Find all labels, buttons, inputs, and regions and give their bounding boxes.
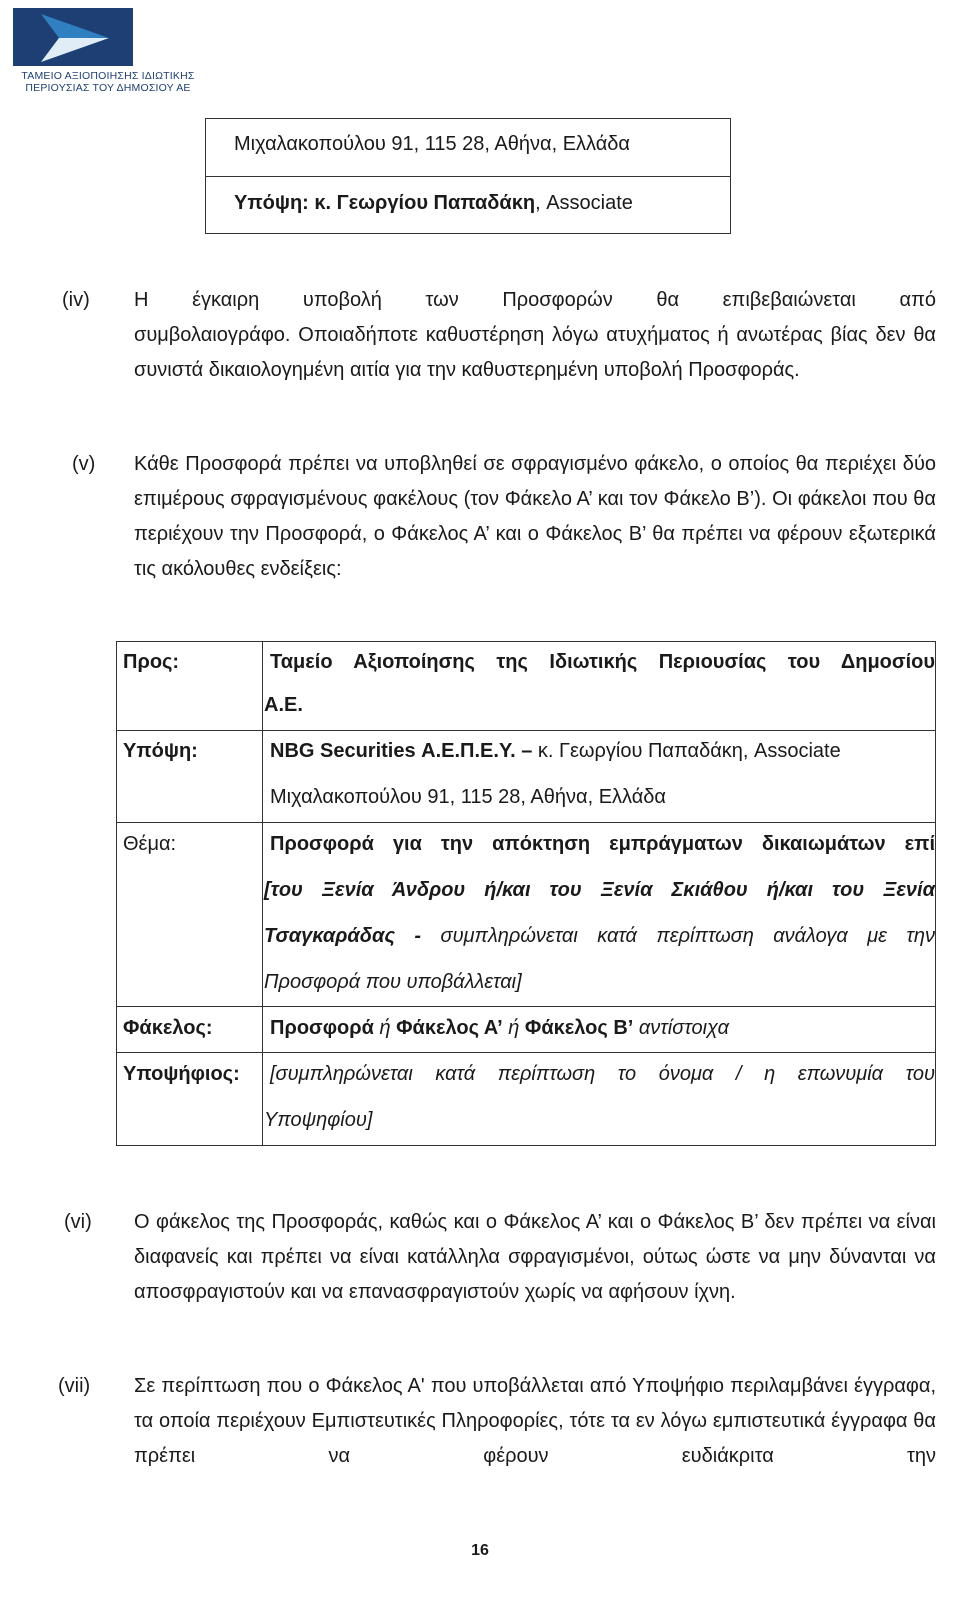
page-number: 16	[471, 1542, 489, 1559]
item-number-vi: (vi)	[64, 1211, 92, 1233]
label-candidate: Υποψήφιος:	[123, 1063, 240, 1085]
item-number-v: (v)	[72, 453, 96, 475]
envelope-or: ή	[373, 1017, 397, 1039]
envelope-b: Φάκελος Β’	[524, 1017, 634, 1039]
item-iv-first-line: Η έγκαιρη υποβολή των Προσφορών θα επιβεβαιώνεται από	[134, 289, 936, 311]
value-subject-line1: Προσφορά για την απόκτηση εμπράγματων δικαιωμάτων επί	[270, 833, 935, 855]
item-v-text: Κάθε Προσφορά πρέπει να υποβληθεί σε σφραγισμένο φάκελο, ο οποίος θα περιέχει δύο επιμέρους σφραγισμένους φακέλους (τον Φάκελο Α’ και τον Φάκελο Β’). Οι φάκελοι που θα περιέχουν την Προσφορά, ο Φάκελος Α’ και ο Φάκελος Β’ θα πρέπει να φέρουν εξωτερικά τις ακόλουθες ενδείξεις:	[134, 453, 936, 580]
item-number-vii: (vii)	[58, 1375, 91, 1397]
logo-text-line2: ΠΕΡΙΟΥΣΙΑΣ ΤΟΥ ΔΗΜΟΣΙΟΥ ΑΕ	[25, 82, 191, 94]
value-candidate-line1: [συμπληρώνεται κατά περίπτωση το όνομα / η επωνυμία του	[270, 1063, 935, 1085]
value-subject-line3	[264, 913, 935, 959]
attention-role: , Associate	[535, 192, 633, 214]
label-to: Προς:	[123, 651, 180, 673]
envelope-a: Φάκελος Α’	[396, 1017, 503, 1039]
envelope-respectively: αντίστοιχα	[633, 1017, 730, 1039]
label-envelope: Φάκελος:	[123, 1017, 213, 1039]
logo-text-line1: ΤΑΜΕΙΟ ΑΞΙΟΠΟΙΗΣΗΣ ΙΔΙΩΤΙΚΗΣ	[21, 70, 195, 82]
divider	[206, 176, 730, 177]
address-box-address: Μιχαλακοπούλου 91, 115 28, Αθήνα, Ελλάδα	[234, 133, 630, 155]
value-subject-line4: Προσφορά που υποβάλλεται]	[264, 971, 522, 993]
item-vii-text: Σε περίπτωση που ο Φάκελος Α' που υποβάλλεται από Υποψήφιο περιλαμβάνει έγγραφα, τα οποία περιέχουν Εμπιστευτικές Πληροφορίες, τότε τα εν λόγω εμπιστευτικά έγγραφα θα πρέπει να φέρουν ευδιάκριτα την	[134, 1375, 936, 1467]
table-column-divider	[262, 642, 263, 1145]
label-subject: Θέμα:	[123, 833, 177, 855]
attention-name: Υπόψη: κ. Γεωργίου Παπαδάκη	[234, 192, 536, 214]
value-attention-address: Μιχαλακοπούλου 91, 115 28, Αθήνα, Ελλάδα	[270, 786, 666, 808]
logo-mark	[13, 8, 133, 66]
attention-firm: NBG Securities Α.Ε.Π.Ε.Υ. –	[270, 740, 538, 762]
value-subject-line2: [του Ξενία Άνδρου ή/και του Ξενία Σκιάθου ή/και του Ξενία	[264, 879, 935, 901]
attention-person: κ. Γεωργίου Παπαδάκη, Associate	[537, 740, 841, 762]
value-envelope	[270, 1005, 729, 1051]
item-iv-text: συμβολαιογράφο. Οποιαδήποτε καθυστέρηση λόγω ατυχήματος ή ανωτέρας βίας δεν θα συνιστά δικαιολογημένη αιτία για την καθυστερημένη υποβολή Προσφοράς.	[134, 324, 936, 381]
value-candidate-line2: Υποψηφίου]	[264, 1109, 373, 1131]
organization-logo	[8, 8, 198, 98]
item-vi-text: Ο φάκελος της Προσφοράς, καθώς και ο Φάκελος Α’ και ο Φάκελος Β’ δεν πρέπει να είναι διαφανείς και πρέπει να είναι κατάλληλα σφραγισμένοι, ούτως ώστε να μην δύνανται να αποσφραγιστούν και να επανασφραγιστούν χωρίς να αφήσουν ίχνη.	[134, 1211, 936, 1303]
subject-instruction: συμπληρώνεται κατά περίπτωση ανάλογα με την	[440, 925, 935, 947]
envelope-markings-table	[116, 641, 936, 1146]
address-box	[205, 118, 731, 234]
envelope-or: ή	[502, 1017, 525, 1039]
value-to-line2: Α.Ε.	[264, 694, 303, 716]
label-attention: Υπόψη:	[123, 740, 198, 762]
envelope-offer: Προσφορά	[270, 1017, 374, 1039]
item-number-iv: (iv)	[62, 289, 90, 311]
address-box-attention	[234, 192, 633, 215]
value-attention	[270, 728, 841, 774]
subject-hotel-name: Τσαγκαράδας -	[264, 925, 441, 947]
value-to-line1: Ταμείο Αξιοποίησης της Ιδιωτικής Περιουσίας του Δημοσίου	[270, 651, 935, 673]
